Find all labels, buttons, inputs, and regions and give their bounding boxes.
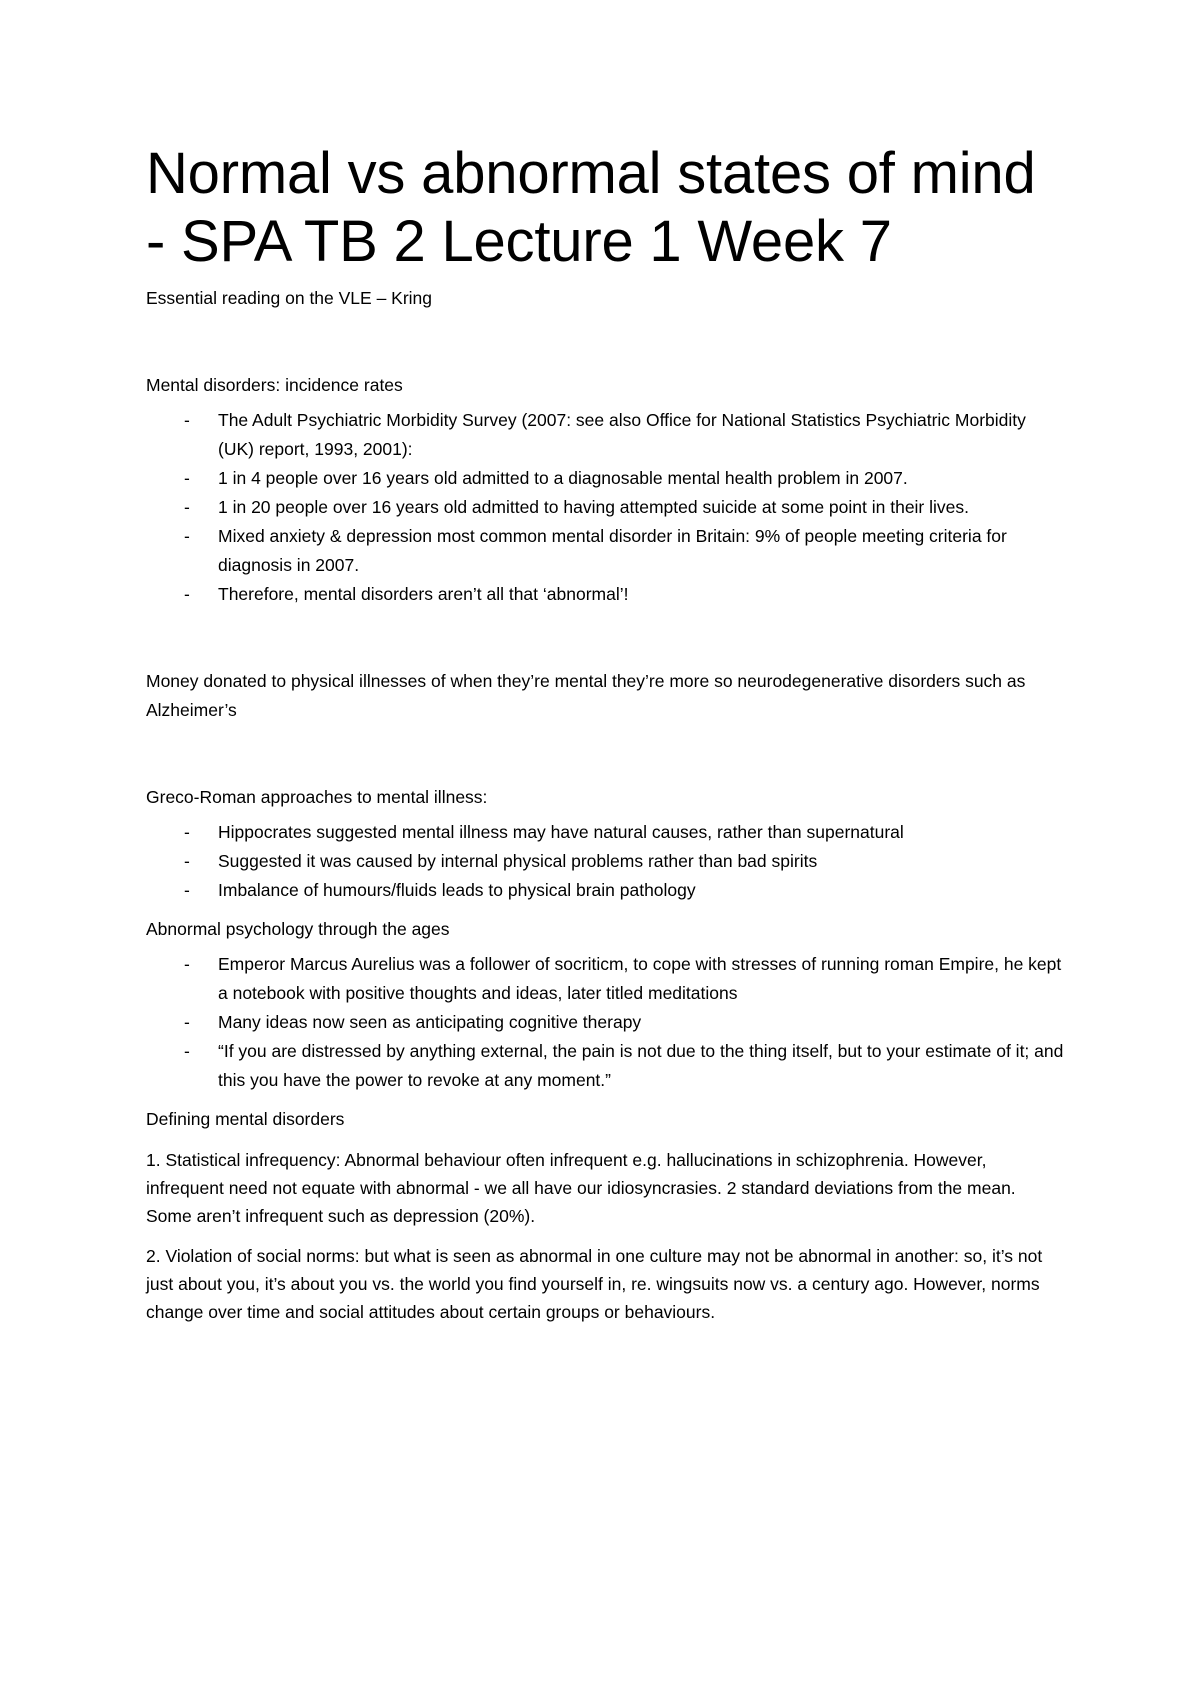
dash-bullet: -	[184, 822, 190, 842]
greco-heading: Greco-Roman approaches to mental illness:	[146, 787, 488, 807]
defining-paragraph-2: 2. Violation of social norms: but what is seen as abnormal in one culture may not be abnormal in another: so, it’s not just about you, it’s about you vs. the world you find yourself in, re. wingsuits now vs. a century ago. However, norms change over time and social attitudes about certain groups or behaviours.	[146, 1246, 1043, 1322]
spacer	[146, 313, 1064, 371]
dash-bullet: -	[184, 468, 190, 488]
defining-heading: Defining mental disorders	[146, 1109, 345, 1129]
spacer	[146, 609, 1064, 667]
list-item: - “If you are distressed by anything external, the pain is not due to the thing itself, but to your estimate of it; and this you have the power to revoke at any moment.”	[146, 1037, 1064, 1095]
list-item: - Many ideas now seen as anticipating cognitive therapy	[146, 1008, 1064, 1037]
defining-paragraph-1: 1. Statistical infrequency: Abnormal behaviour often infrequent e.g. hallucinations in schizophrenia. However, infrequent need not equate with abnormal - we all have our idiosyncrasies. 2 standard deviations from the mean. Some aren’t infrequent such as depression (20%).	[146, 1150, 1016, 1226]
list-item: - Therefore, mental disorders aren’t all that ‘abnormal’!	[146, 580, 1064, 609]
dash-bullet: -	[184, 851, 190, 871]
list-item: - Mixed anxiety & depression most common mental disorder in Britain: 9% of people meeting criteria for diagnosis in 2007.	[146, 522, 1064, 580]
incidence-heading: Mental disorders: incidence rates	[146, 375, 403, 395]
spacer	[146, 905, 1064, 915]
ages-list	[146, 950, 1064, 1095]
essential-reading: Essential reading on the VLE – Kring	[146, 288, 433, 308]
dash-bullet: -	[184, 526, 190, 546]
spacer	[146, 725, 1064, 783]
list-item: - Emperor Marcus Aurelius was a follower of socriticm, to cope with stresses of running roman Empire, he kept a notebook with positive thoughts and ideas, later titled meditations	[146, 950, 1064, 1008]
list-item: - 1 in 20 people over 16 years old admitted to having attempted suicide at some point in their lives.	[146, 493, 1064, 522]
list-item: - Imbalance of humours/fluids leads to physical brain pathology	[146, 876, 1064, 905]
list-item: - The Adult Psychiatric Morbidity Survey (2007: see also Office for National Statistics Psychiatric Morbidity (UK) report, 1993, 2001):	[146, 406, 1064, 464]
dash-bullet: -	[184, 584, 190, 604]
dash-bullet: -	[184, 1041, 190, 1061]
list-item: - Hippocrates suggested mental illness may have natural causes, rather than supernatural	[146, 818, 1064, 847]
dash-bullet: -	[184, 1012, 190, 1032]
dash-bullet: -	[184, 410, 190, 430]
dash-bullet: -	[184, 497, 190, 517]
page-title: Normal vs abnormal states of mind - SPA TB 2 Lecture 1 Week 7	[146, 141, 1036, 274]
dash-bullet: -	[184, 880, 190, 900]
spacer	[146, 1095, 1064, 1105]
list-item: - Suggested it was caused by internal physical problems rather than bad spirits	[146, 847, 1064, 876]
ages-heading: Abnormal psychology through the ages	[146, 919, 450, 939]
incidence-list	[146, 406, 1064, 609]
greco-list	[146, 818, 1064, 905]
money-paragraph: Money donated to physical illnesses of when they’re mental they’re more so neurodegenerative disorders such as Alzheimer’s	[146, 671, 1026, 720]
list-item: - 1 in 4 people over 16 years old admitted to a diagnosable mental health problem in 2007.	[146, 464, 1064, 493]
dash-bullet: -	[184, 954, 190, 974]
